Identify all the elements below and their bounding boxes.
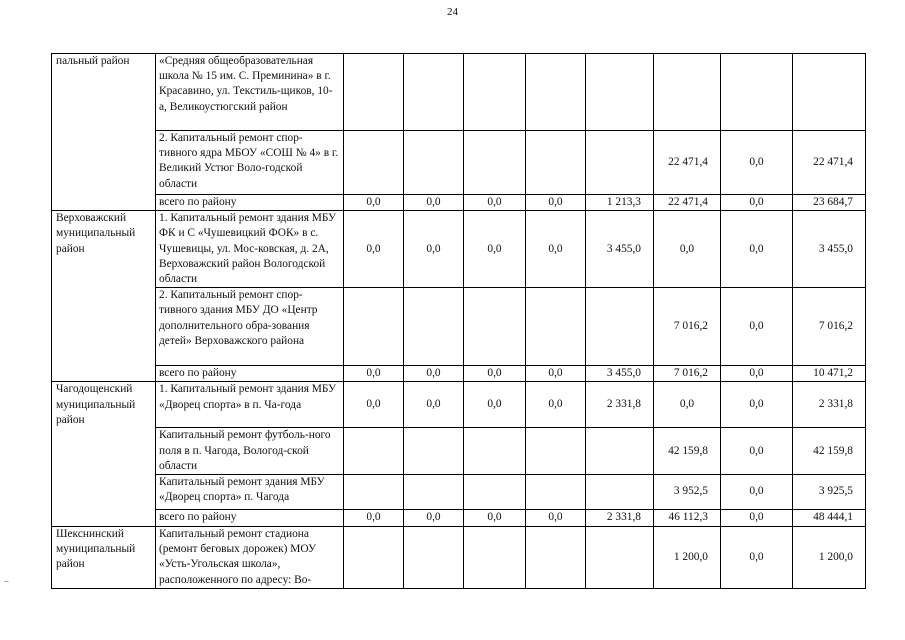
- value-cell: 2 331,8: [586, 382, 654, 428]
- value-cell: [526, 475, 586, 510]
- table-row: [52, 131, 866, 195]
- table-row: [52, 510, 866, 527]
- budget-table: [51, 53, 866, 589]
- object-cell: Капитальный ремонт стадиона (ремонт беговых дорожек) МОУ «Усть-Угольская школа», расположенного по адресу: Во-: [156, 527, 344, 589]
- value-cell: [464, 288, 526, 366]
- value-cell: [586, 428, 654, 475]
- value-cell: 0,0: [344, 366, 404, 382]
- region-cell: Верховажский муниципальный район: [52, 211, 156, 382]
- value-cell: [404, 288, 464, 366]
- value-cell: 7 016,2: [793, 288, 866, 366]
- value-cell: [344, 475, 404, 510]
- value-cell: 3 455,0: [586, 211, 654, 288]
- value-cell: [344, 54, 404, 131]
- object-cell: Капитальный ремонт футболь-ного поля в п. Чагода, Вологод-ской области: [156, 428, 344, 475]
- table-row: [52, 195, 866, 211]
- value-cell: [464, 54, 526, 131]
- value-cell: 0,0: [404, 382, 464, 428]
- region-cell: Чагодощенский муниципальный район: [52, 382, 156, 527]
- value-cell: 0,0: [721, 131, 793, 195]
- value-cell: [721, 54, 793, 131]
- value-cell: [404, 475, 464, 510]
- region-cell: пальный район: [52, 54, 156, 211]
- object-cell: 1. Капитальный ремонт здания МБУ «Дворец спорта» в п. Ча-года: [156, 382, 344, 428]
- value-cell: 22 471,4: [654, 195, 721, 211]
- value-cell: [654, 54, 721, 131]
- object-cell: «Средняя общеобразовательная школа № 15 им. С. Преминина» в г. Красавино, ул. Текстиль-щиков, 10-а, Великоустюгский район: [156, 54, 344, 131]
- object-cell: 1. Капитальный ремонт здания МБУ ФК и С «Чушевицкий ФОК» в с. Чушевицы, ул. Мос-ковская, д. 2А, Верховажский район Вологодской области: [156, 211, 344, 288]
- value-cell: 0,0: [464, 366, 526, 382]
- value-cell: 1 200,0: [654, 527, 721, 589]
- value-cell: 0,0: [721, 428, 793, 475]
- value-cell: [404, 428, 464, 475]
- value-cell: 3 952,5: [654, 475, 721, 510]
- value-cell: 0,0: [344, 195, 404, 211]
- value-cell: 0,0: [721, 475, 793, 510]
- value-cell: 1 213,3: [586, 195, 654, 211]
- table-row: [52, 382, 866, 428]
- value-cell: [526, 288, 586, 366]
- value-cell: 0,0: [464, 195, 526, 211]
- value-cell: 22 471,4: [654, 131, 721, 195]
- value-cell: [344, 288, 404, 366]
- value-cell: 0,0: [344, 510, 404, 527]
- value-cell: 2 331,8: [586, 510, 654, 527]
- value-cell: [344, 428, 404, 475]
- value-cell: 0,0: [526, 382, 586, 428]
- value-cell: 7 016,2: [654, 366, 721, 382]
- table-row: [52, 475, 866, 510]
- value-cell: [586, 475, 654, 510]
- value-cell: 0,0: [526, 510, 586, 527]
- object-cell: 2. Капитальный ремонт спор-тивного здания МБУ ДО «Центр дополнительного обра-зования детей» Верховажского района: [156, 288, 344, 366]
- object-cell: 2. Капитальный ремонт спор-тивного ядра МБОУ «СОШ № 4» в г. Великий Устюг Воло-годской области: [156, 131, 344, 195]
- table-row: [52, 211, 866, 288]
- value-cell: 42 159,8: [654, 428, 721, 475]
- table-row: [52, 366, 866, 382]
- table-row: [52, 288, 866, 366]
- value-cell: 0,0: [721, 527, 793, 589]
- total-label: всего по району: [156, 195, 344, 211]
- object-cell: Капитальный ремонт здания МБУ «Дворец спорта» п. Чагода: [156, 475, 344, 510]
- value-cell: 0,0: [404, 366, 464, 382]
- value-cell: [586, 288, 654, 366]
- table-row: [52, 428, 866, 475]
- value-cell: 0,0: [404, 195, 464, 211]
- value-cell: 0,0: [344, 382, 404, 428]
- value-cell: 0,0: [404, 510, 464, 527]
- value-cell: 23 684,7: [793, 195, 866, 211]
- margin-mark: –: [4, 576, 9, 586]
- value-cell: [526, 131, 586, 195]
- value-cell: 0,0: [464, 382, 526, 428]
- value-cell: [526, 428, 586, 475]
- value-cell: [464, 527, 526, 589]
- value-cell: 42 159,8: [793, 428, 866, 475]
- value-cell: 0,0: [721, 510, 793, 527]
- value-cell: 48 444,1: [793, 510, 866, 527]
- value-cell: 0,0: [721, 195, 793, 211]
- value-cell: [344, 131, 404, 195]
- value-cell: 7 016,2: [654, 288, 721, 366]
- value-cell: 3 925,5: [793, 475, 866, 510]
- value-cell: 0,0: [464, 211, 526, 288]
- value-cell: 0,0: [404, 211, 464, 288]
- value-cell: 3 455,0: [586, 366, 654, 382]
- value-cell: 22 471,4: [793, 131, 866, 195]
- value-cell: 1 200,0: [793, 527, 866, 589]
- value-cell: [464, 428, 526, 475]
- value-cell: 0,0: [654, 382, 721, 428]
- value-cell: [526, 527, 586, 589]
- value-cell: 0,0: [654, 211, 721, 288]
- value-cell: 46 112,3: [654, 510, 721, 527]
- value-cell: 0,0: [721, 211, 793, 288]
- value-cell: [404, 131, 464, 195]
- value-cell: [586, 131, 654, 195]
- region-cell: Шекснинский муниципальный район: [52, 527, 156, 589]
- value-cell: 0,0: [721, 288, 793, 366]
- value-cell: 0,0: [526, 366, 586, 382]
- total-label: всего по району: [156, 510, 344, 527]
- value-cell: [793, 54, 866, 131]
- value-cell: [404, 527, 464, 589]
- value-cell: 2 331,8: [793, 382, 866, 428]
- value-cell: 0,0: [526, 195, 586, 211]
- table-row: [52, 527, 866, 589]
- value-cell: 0,0: [721, 382, 793, 428]
- value-cell: [464, 475, 526, 510]
- value-cell: 10 471,2: [793, 366, 866, 382]
- page-number: 24: [447, 6, 458, 18]
- value-cell: [586, 54, 654, 131]
- value-cell: [586, 527, 654, 589]
- total-label: всего по району: [156, 366, 344, 382]
- table-row: [52, 54, 866, 131]
- value-cell: 0,0: [344, 211, 404, 288]
- value-cell: 3 455,0: [793, 211, 866, 288]
- value-cell: 0,0: [721, 366, 793, 382]
- value-cell: 0,0: [464, 510, 526, 527]
- value-cell: [404, 54, 464, 131]
- value-cell: [344, 527, 404, 589]
- value-cell: 0,0: [526, 211, 586, 288]
- value-cell: [464, 131, 526, 195]
- value-cell: [526, 54, 586, 131]
